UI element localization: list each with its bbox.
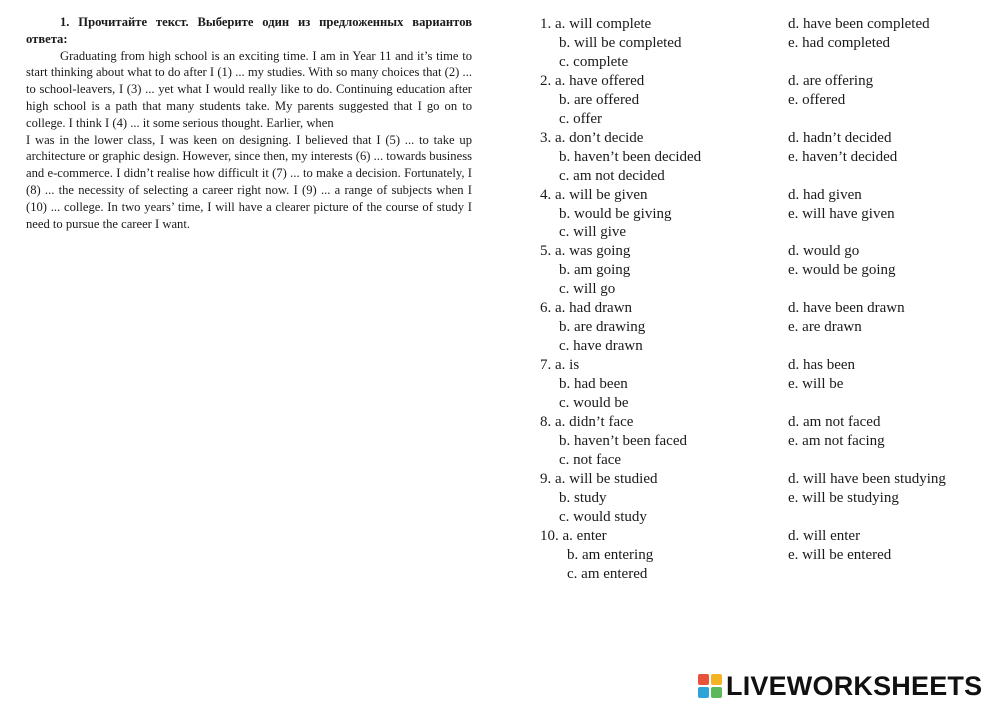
option-5e: e. would be going: [788, 262, 896, 279]
option-2e: e. offered: [788, 91, 846, 108]
option-6a: 6. a. had drawn: [540, 300, 633, 317]
option-7c: c. would be: [559, 395, 629, 412]
option-8b: b. haven’t been faced: [559, 432, 687, 449]
option-6d: d. have been drawn: [788, 300, 905, 317]
task-text: [26, 14, 472, 232]
option-5c: c. will go: [559, 281, 616, 298]
option-1c: c. complete: [559, 53, 629, 70]
option-10b: b. am entering: [567, 546, 654, 563]
option-4d: d. had given: [788, 186, 862, 203]
option-5d: d. would go: [788, 243, 860, 260]
brand-name: LIVEWORKSHEETS: [726, 670, 983, 701]
option-4c: c. will give: [559, 224, 627, 241]
liveworksheets-logo[interactable]: [698, 672, 982, 700]
option-6c: c. have drawn: [559, 338, 643, 355]
option-8c: c. not face: [559, 451, 622, 468]
option-6b: b. are drawing: [559, 319, 646, 336]
task-paragraph-1: Graduating from high school is an exciting time. I am in Year 11 and it’s time to start thinking about what to do after I (1) ... my studies. With so many choices that (2) ... to school-leavers, I (3) ... yet what I would really like to do. Continuing education after high school is a path that many students take. My parents suggested that I go on to college. I think I (4) ... it some serious thought. Earlier, when: [26, 48, 472, 130]
answer-options: [540, 15, 990, 584]
liveworksheets-logo-icon: [698, 674, 722, 698]
option-2a: 2. a. have offered: [540, 72, 645, 89]
task-title: 1. Прочитайте текст. Выберите один из предложенных вариантов ответа:: [26, 15, 472, 46]
option-2c: c. offer: [559, 110, 603, 127]
question-4-options: [540, 186, 990, 243]
task-paragraph-2: I was in the lower class, I was keen on designing. I believed that I (5) ... to take up architecture or graphic design. However, since then, my interests (6) ... towards business and e-commerce. I didn’t realise how difficult it (7) ... to make a decision. Fortunately, I (8) ... the necessity of selecting a career right now. I (9) ... a range of subjects when I (10) ... college. In two years’ time, I will have a clearer picture of the course of study I need to pursue the career I want.: [26, 132, 472, 231]
option-1d: d. have been completed: [788, 16, 930, 32]
option-8e: e. am not facing: [788, 432, 885, 449]
question-5-options: [540, 242, 990, 299]
option-10d: d. will enter: [788, 527, 861, 544]
option-10a: 10. a. enter: [540, 527, 607, 544]
option-1a: 1. a. will complete: [540, 16, 652, 32]
option-4b: b. would be giving: [559, 205, 672, 222]
question-9-options: [540, 470, 990, 527]
question-2-options: [540, 72, 990, 129]
option-9a: 9. a. will be studied: [540, 470, 658, 487]
question-1-options: [540, 15, 990, 72]
option-6e: e. are drawn: [788, 319, 862, 336]
option-10e: e. will be entered: [788, 546, 892, 563]
option-4a: 4. a. will be given: [540, 186, 648, 203]
option-3b: b. haven’t been decided: [559, 148, 702, 165]
option-3a: 3. a. don’t decide: [540, 129, 644, 146]
option-3e: e. haven’t decided: [788, 148, 898, 165]
option-2b: b. are offered: [559, 91, 640, 108]
option-1b: b. will be completed: [559, 34, 682, 51]
question-3-options: [540, 129, 990, 186]
option-9c: c. would study: [559, 508, 647, 525]
logo-square-2: [711, 674, 722, 685]
option-8d: d. am not faced: [788, 414, 881, 431]
option-3d: d. hadn’t decided: [788, 129, 892, 146]
question-6-options: [540, 299, 990, 356]
logo-square-1: [698, 674, 709, 685]
option-7e: e. will be: [788, 376, 844, 393]
logo-square-4: [711, 687, 722, 698]
option-3c: c. am not decided: [559, 167, 665, 184]
question-10-options: [540, 527, 990, 584]
option-9b: b. study: [559, 489, 607, 506]
option-5a: 5. a. was going: [540, 243, 631, 260]
option-7d: d. has been: [788, 357, 856, 374]
option-2d: d. are offering: [788, 72, 874, 89]
option-5b: b. am going: [559, 262, 631, 279]
option-7b: b. had been: [559, 376, 628, 393]
option-7a: 7. a. is: [540, 357, 580, 374]
option-8a: 8. a. didn’t face: [540, 414, 634, 431]
option-9e: e. will be studying: [788, 489, 899, 506]
option-10c: c. am entered: [567, 565, 648, 582]
option-9d: d. will have been studying: [788, 470, 946, 487]
logo-square-3: [698, 687, 709, 698]
option-4e: e. will have given: [788, 205, 895, 222]
question-8-options: [540, 413, 990, 470]
question-7-options: [540, 356, 990, 413]
option-1e: e. had completed: [788, 34, 891, 51]
